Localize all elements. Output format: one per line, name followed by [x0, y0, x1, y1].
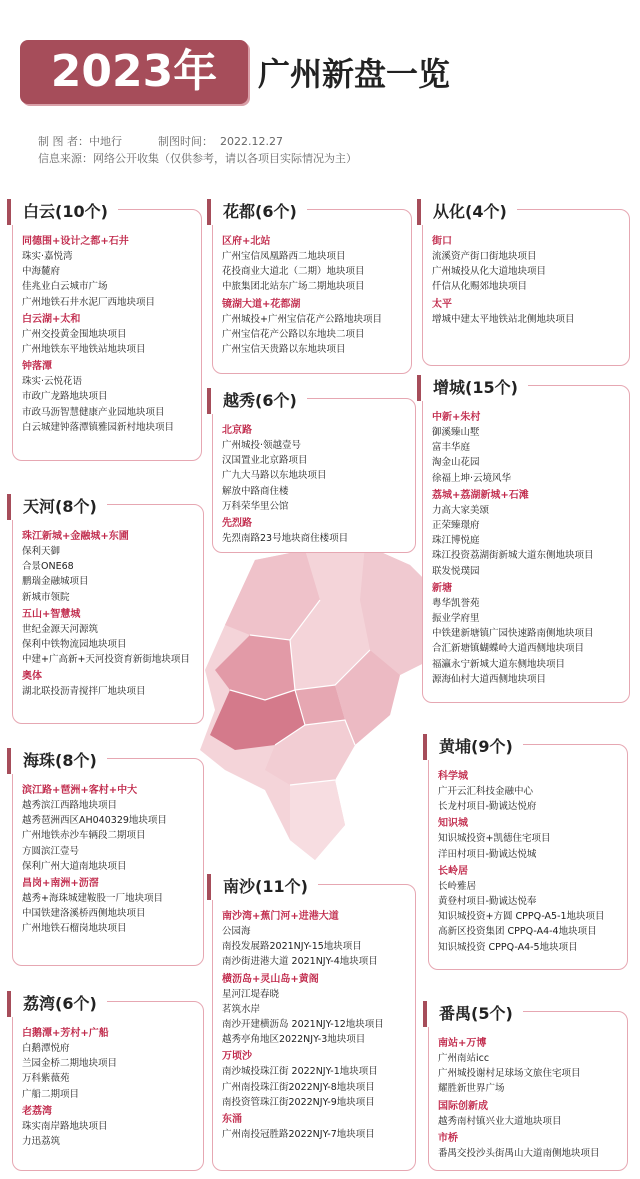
author-value: 中地行	[89, 135, 122, 148]
project-item: 越秀琶洲西区AH040329地块项目	[22, 815, 167, 827]
source-value: 网络公开收集（仅供参考，请以各项目实际情况为主）	[93, 152, 357, 165]
author-line	[38, 134, 122, 150]
project-item: 知识城投资+方圆 CPPQ-A5-1地块项目	[438, 911, 605, 923]
region-box-nansha	[212, 877, 416, 1171]
project-item: 增城中建太平地铁站北侧地块项目	[432, 313, 575, 325]
region-title-yuexiu: 越秀(6个)	[207, 388, 307, 414]
project-item: 力迅荔筑	[22, 1136, 61, 1148]
project-item: 茗筑水岸	[222, 1003, 261, 1015]
project-item: 湖北联投沥青搅拌厂地块项目	[22, 686, 146, 698]
project-item: 广开云汇科技金融中心	[438, 786, 534, 797]
project-item: 广州城投从化大道地块项目	[432, 266, 547, 278]
area-name: 东涌	[222, 1114, 242, 1126]
project-item: 正荣臻璟府	[432, 520, 480, 532]
project-item: 合景ONE68	[22, 561, 74, 573]
project-item: 知识城投资 CPPQ-A4-5地块项目	[438, 941, 578, 953]
project-item: 力高大家美颂	[432, 504, 490, 516]
region-box-haizhu	[12, 751, 204, 966]
project-item: 保利广州大道南地块项目	[22, 860, 127, 872]
region-title-tianhe: 天河(8个)	[7, 494, 107, 520]
project-item: 南投发展路2021NJY-15地块项目	[222, 941, 362, 953]
area-name: 老荔湾	[22, 1105, 52, 1117]
project-item: 越秀南村镇兴业大道地块项目	[438, 1115, 562, 1127]
area-name: 南沙湾+蕉门河+进港大道	[222, 911, 339, 922]
project-item: 市政马沥智慧健康产业园地块项目	[22, 406, 165, 418]
area-name: 长岭居	[438, 865, 468, 877]
area-name: 五山+智慧城	[22, 608, 81, 620]
project-item: 流溪资产街口街地块项目	[432, 251, 537, 262]
project-item: 知识城投资+凯德住宅项目	[438, 833, 551, 845]
area-name: 区府+北站	[222, 236, 271, 247]
project-item: 星河江堤春晓	[222, 988, 280, 1000]
project-item: 公园海	[222, 926, 251, 937]
project-item: 中海麓府	[22, 266, 61, 278]
area-name: 先烈路	[222, 518, 252, 530]
area-name: 钟落潭	[22, 361, 52, 373]
region-title-conghua: 从化(4个)	[417, 199, 517, 225]
source-label: 信息来源：	[38, 152, 93, 165]
project-item: 富丰华庭	[432, 442, 471, 454]
region-title-baiyun: 白云(10个)	[7, 199, 118, 225]
project-item: 广九大马路以东地块项目	[222, 470, 327, 482]
area-name: 滨江路+琶洲+客村+中大	[22, 785, 138, 796]
project-item: 长岭雅居	[438, 880, 477, 892]
region-title-liwan: 荔湾(6个)	[7, 991, 107, 1017]
project-item: 长龙村项目-勤诚达悦府	[438, 801, 537, 813]
project-item: 番禺交投沙头街禺山大道南侧地块项目	[438, 1147, 600, 1159]
project-item: 汉国置业北京路项目	[222, 455, 308, 467]
project-item: 白云城建钟落潭镇雅园新村地块项目	[22, 421, 175, 433]
region-box-huadu	[212, 202, 412, 374]
project-item: 广州城投+广州宝信花产公路地块项目	[222, 313, 382, 325]
project-item: 广州地铁赤沙车辆段二期项目	[22, 830, 146, 842]
date-label: 制图时间：	[158, 135, 213, 148]
project-item: 兰园金桥二期地块项目	[22, 1058, 118, 1070]
date-value: 2022.12.27	[220, 135, 283, 148]
area-name: 中新+朱村	[432, 412, 481, 423]
project-item: 珠实南岸路地块项目	[22, 1120, 108, 1132]
area-name: 万顷沙	[222, 1051, 252, 1063]
page-title: 广州新盘一览	[258, 55, 451, 93]
project-item: 徐福上坤·云境风华	[432, 472, 512, 484]
project-item: 南沙城投珠江街 2022NJY-1地块项目	[222, 1066, 378, 1078]
project-item: 广船二期项目	[22, 1088, 80, 1100]
project-item: 珠实·云悦花语	[22, 376, 83, 388]
project-item: 南投资管珠江街2022NJY-9地块项目	[222, 1096, 375, 1108]
project-item: 广州城投谢村足球场文旅住宅项目	[438, 1068, 581, 1080]
area-name: 昌岗+南洲+沥滘	[22, 878, 99, 890]
project-item: 方圆滨江壹号	[22, 845, 80, 857]
project-item: 南沙开建横沥岛 2021NJY-12地块项目	[222, 1019, 384, 1031]
area-name: 科学城	[438, 771, 468, 782]
area-name: 太平	[432, 298, 452, 310]
project-item: 振业学府里	[432, 613, 480, 625]
project-item: 广州地铁石井水泥厂西地块项目	[22, 296, 156, 308]
region-box-huangpu	[428, 737, 628, 970]
region-box-panyu	[428, 1004, 628, 1171]
project-item: 广州宝信凤凰路西二地块项目	[222, 251, 346, 262]
project-item: 联发悦璞园	[432, 565, 480, 577]
project-item: 珠实·嘉悦湾	[22, 251, 73, 262]
area-name: 南站+万博	[438, 1038, 487, 1049]
region-title-huangpu: 黄埔(9个)	[423, 734, 523, 760]
project-item: 南沙街进港大道 2021NJY-4地块项目	[222, 956, 378, 968]
area-name: 奥体	[22, 671, 42, 683]
project-item: 源海仙村大道西侧地块项目	[432, 673, 547, 685]
region-box-baiyun	[12, 202, 202, 461]
project-item: 花投商业大道北（二期）地块项目	[222, 266, 365, 278]
project-item: 越秀+海珠城建鞍股一厂地块项目	[22, 893, 163, 905]
project-item: 解放中路商住楼	[222, 485, 289, 497]
project-item: 中建+广高新+天河投资育新街地块项目	[22, 654, 190, 666]
area-name: 珠江新城+金融城+东圃	[22, 531, 129, 542]
project-item: 越秀亭角地区2022NJY-3地块项目	[222, 1034, 366, 1046]
project-item: 鹏瑞金融城项目	[22, 576, 89, 588]
project-item: 福瀛永宁新城大道东侧地块项目	[432, 658, 566, 670]
project-item: 市政广龙路地块项目	[22, 391, 108, 403]
date-line	[158, 134, 283, 150]
project-item: 保利天御	[22, 546, 61, 557]
project-item: 先烈南路23号地块商住楼项目	[222, 533, 349, 545]
map-region-nansha	[290, 780, 345, 860]
project-item: 广州南投珠江街2022NJY-8地块项目	[222, 1081, 375, 1093]
area-name: 北京路	[222, 425, 252, 436]
area-name: 荔城+荔湖新城+石滩	[432, 489, 529, 501]
guangzhou-district-map	[195, 540, 455, 880]
project-item: 佳兆业白云城市广场	[22, 281, 108, 293]
project-item: 高新区投资集团 CPPQ-A4-4地块项目	[438, 926, 597, 938]
region-box-yuexiu	[212, 391, 416, 553]
project-item: 万科荣华里公馆	[222, 500, 289, 512]
project-item: 合汇新塘镇蝴蝶岭大道西侧地块项目	[432, 643, 585, 655]
region-title-haizhu: 海珠(8个)	[7, 748, 107, 774]
region-box-zengcheng	[422, 378, 630, 703]
project-item: 保利中铁物流园地块项目	[22, 639, 127, 651]
project-item: 洋田村项目-勤诚达悦城	[438, 848, 537, 860]
area-name: 市桥	[438, 1132, 458, 1144]
project-item: 黄登村项目-勤诚达悦奉	[438, 896, 537, 908]
project-item: 白鹅潭悦府	[22, 1043, 70, 1054]
region-title-panyu: 番禺(5个)	[423, 1001, 523, 1027]
project-item: 珠江投资荔湖街新城大道东侧地块项目	[432, 550, 594, 562]
project-item: 珠江博悦庭	[432, 535, 480, 547]
area-name: 知识城	[438, 818, 468, 830]
area-name: 白鹅潭+芳村+广船	[22, 1028, 109, 1039]
project-item: 广州南站icc	[438, 1053, 490, 1064]
source-line	[38, 151, 357, 167]
project-item: 仟信从化赐郊地块项目	[432, 281, 528, 293]
area-name: 新塘	[432, 582, 452, 594]
region-box-conghua	[422, 202, 630, 366]
project-item: 广州地铁石榴岗地块项目	[22, 923, 127, 935]
area-name: 国际创新成	[438, 1100, 488, 1112]
area-name: 同德围+设计之都+石井	[22, 236, 129, 247]
region-title-zengcheng: 增城(15个)	[417, 375, 528, 401]
project-item: 耀胜新世界广场	[438, 1083, 505, 1095]
project-item: 粤华凯誉苑	[432, 597, 480, 609]
project-item: 世纪金源天河源筑	[22, 623, 99, 635]
project-item: 新城市领院	[22, 591, 70, 603]
project-item: 御溪臻山墅	[432, 427, 480, 438]
project-item: 淘金山花园	[432, 457, 480, 469]
project-item: 万科紫薇苑	[22, 1073, 70, 1085]
area-name: 白云湖+太和	[22, 313, 81, 325]
project-item: 广州宝信天贵路以东地块项目	[222, 344, 346, 356]
year-badge: 2023年	[20, 40, 248, 104]
project-item: 广州南投冠胜路2022NJY-7地块项目	[222, 1129, 375, 1141]
author-label: 制 图 者：	[38, 135, 89, 148]
project-item: 广州宝信花产公路以东地块二项目	[222, 328, 365, 340]
region-box-liwan	[12, 994, 204, 1171]
project-item: 广州城投·领越壹号	[222, 440, 302, 451]
project-item: 广州地铁东平地铁站地块项目	[22, 344, 146, 356]
project-item: 广州交投黄金围地块项目	[22, 328, 127, 340]
area-name: 横沥岛+灵山岛+黄阁	[222, 973, 319, 985]
area-name: 镜湖大道+花都湖	[222, 298, 301, 310]
region-title-huadu: 花都(6个)	[207, 199, 307, 225]
project-item: 越秀滨江西路地块项目	[22, 800, 118, 811]
region-box-tianhe	[12, 497, 204, 724]
project-item: 中国铁建洛溪桥西侧地块项目	[22, 908, 146, 920]
project-item: 中旅集团北站东广场二期地块项目	[222, 281, 365, 293]
project-item: 中铁建新塘镇广园快速路南侧地块项目	[432, 628, 594, 640]
area-name: 街口	[432, 236, 452, 247]
region-title-nansha: 南沙(11个)	[207, 874, 318, 900]
